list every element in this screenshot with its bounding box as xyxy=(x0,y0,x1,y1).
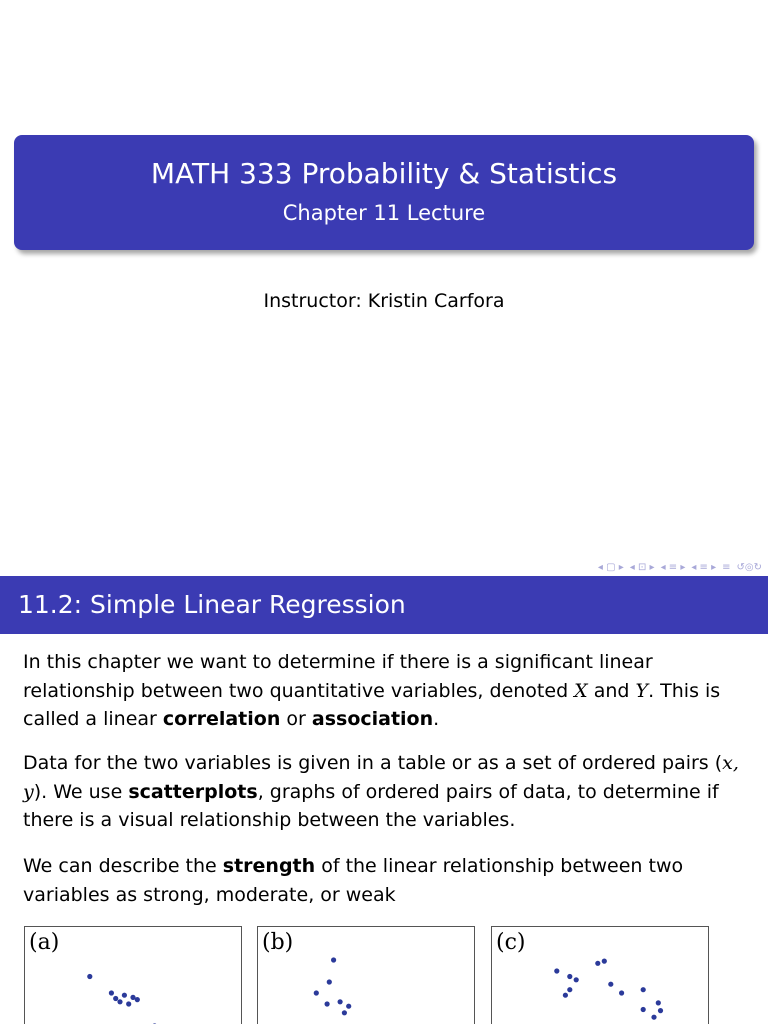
frame-header xyxy=(0,576,768,634)
panel-label-b: (b) xyxy=(262,930,294,955)
ordered-pair: x, y xyxy=(23,752,739,803)
scatter-point xyxy=(126,1001,131,1006)
course-title: MATH 333 Probability & Statistics xyxy=(150,157,618,190)
scatter-point xyxy=(602,959,607,964)
p2-text-b: ). We use xyxy=(33,780,129,803)
scatter-point xyxy=(608,982,613,987)
p1-text-a: In this chapter we want to determine if there is a significant linear relationship between two quantitative variables, denoted xyxy=(23,651,653,702)
term-strength: strength xyxy=(222,855,316,877)
scatter-point xyxy=(113,996,118,1001)
scatter-panel-c xyxy=(491,926,709,1024)
var-y: Y xyxy=(635,679,649,702)
term-association: association xyxy=(311,708,434,730)
paragraph-3 xyxy=(23,852,748,909)
p3-text-b: of the linear relationship between two variables as strong, moderate, or weak xyxy=(23,855,684,906)
panel-label-c: (c) xyxy=(496,930,526,955)
frame-title: 11.2: Simple Linear Regression xyxy=(18,590,406,619)
scatter-point xyxy=(651,1015,656,1020)
scatter-point xyxy=(327,979,332,984)
scatter-point xyxy=(325,1001,330,1006)
scatter-point xyxy=(641,987,646,992)
scatter-panel-a xyxy=(24,926,242,1024)
scatter-point xyxy=(619,990,624,995)
panel-label-a: (a) xyxy=(29,930,60,955)
scatter-point xyxy=(595,961,600,966)
var-x: X xyxy=(574,679,588,702)
frame-nav-icon[interactable]: ◂ ▢ ▸ xyxy=(597,562,624,573)
scatter-point xyxy=(567,974,572,979)
scatter-point xyxy=(135,997,140,1002)
scatter-point xyxy=(314,990,319,995)
scatter-point xyxy=(567,987,572,992)
p3-text-a: We can describe the xyxy=(23,855,223,877)
lecture-subtitle: Chapter 11 Lecture xyxy=(282,201,486,225)
beamer-navigation-bar xyxy=(598,560,762,576)
scatter-point xyxy=(658,1008,663,1013)
scatter-point xyxy=(342,1010,347,1015)
instructor-line: Instructor: Kristin Carfora xyxy=(263,290,505,312)
scatter-point xyxy=(331,957,336,962)
subsubsection-nav-icon[interactable]: ◂ ≡ ▸ xyxy=(691,562,717,573)
align-icon[interactable]: ≡ xyxy=(722,562,731,573)
scatter-point xyxy=(554,968,559,973)
p2-text-a: Data for the two variables is given in a table or as a set of ordered pairs ( xyxy=(23,752,723,774)
p1-text-e: . xyxy=(433,708,440,730)
scatter-point xyxy=(656,1000,661,1005)
search-icon[interactable]: ↺◎↻ xyxy=(736,562,762,573)
title-block xyxy=(14,135,754,250)
term-scatterplots: scatterplots xyxy=(128,780,258,803)
scatter-point xyxy=(338,999,343,1004)
scatter-point xyxy=(87,974,92,979)
scatter-point xyxy=(574,977,579,982)
p2-text-c: , graphs of ordered pairs of data, to determine if there is a visual relationship between the variables. xyxy=(23,780,719,831)
p1-text-b: and xyxy=(587,679,636,702)
scatter-point xyxy=(122,993,127,998)
subsection-nav-icon[interactable]: ◂ ≡ ▸ xyxy=(660,562,686,573)
scatter-point xyxy=(117,999,122,1004)
paragraph-1 xyxy=(23,648,748,734)
term-correlation: correlation xyxy=(162,708,281,730)
p1-text-c: . This is called a linear xyxy=(23,679,721,730)
scatter-panel-b xyxy=(257,926,475,1024)
scatter-point xyxy=(109,990,114,995)
scatter-point xyxy=(563,993,568,998)
content-slide xyxy=(0,576,768,1024)
paragraph-2 xyxy=(23,749,748,835)
p1-text-d: or xyxy=(280,708,312,730)
scatter-point xyxy=(641,1007,646,1012)
section-nav-icon[interactable]: ◂ ⊡ ▸ xyxy=(629,562,655,573)
scatter-point xyxy=(346,1004,351,1009)
